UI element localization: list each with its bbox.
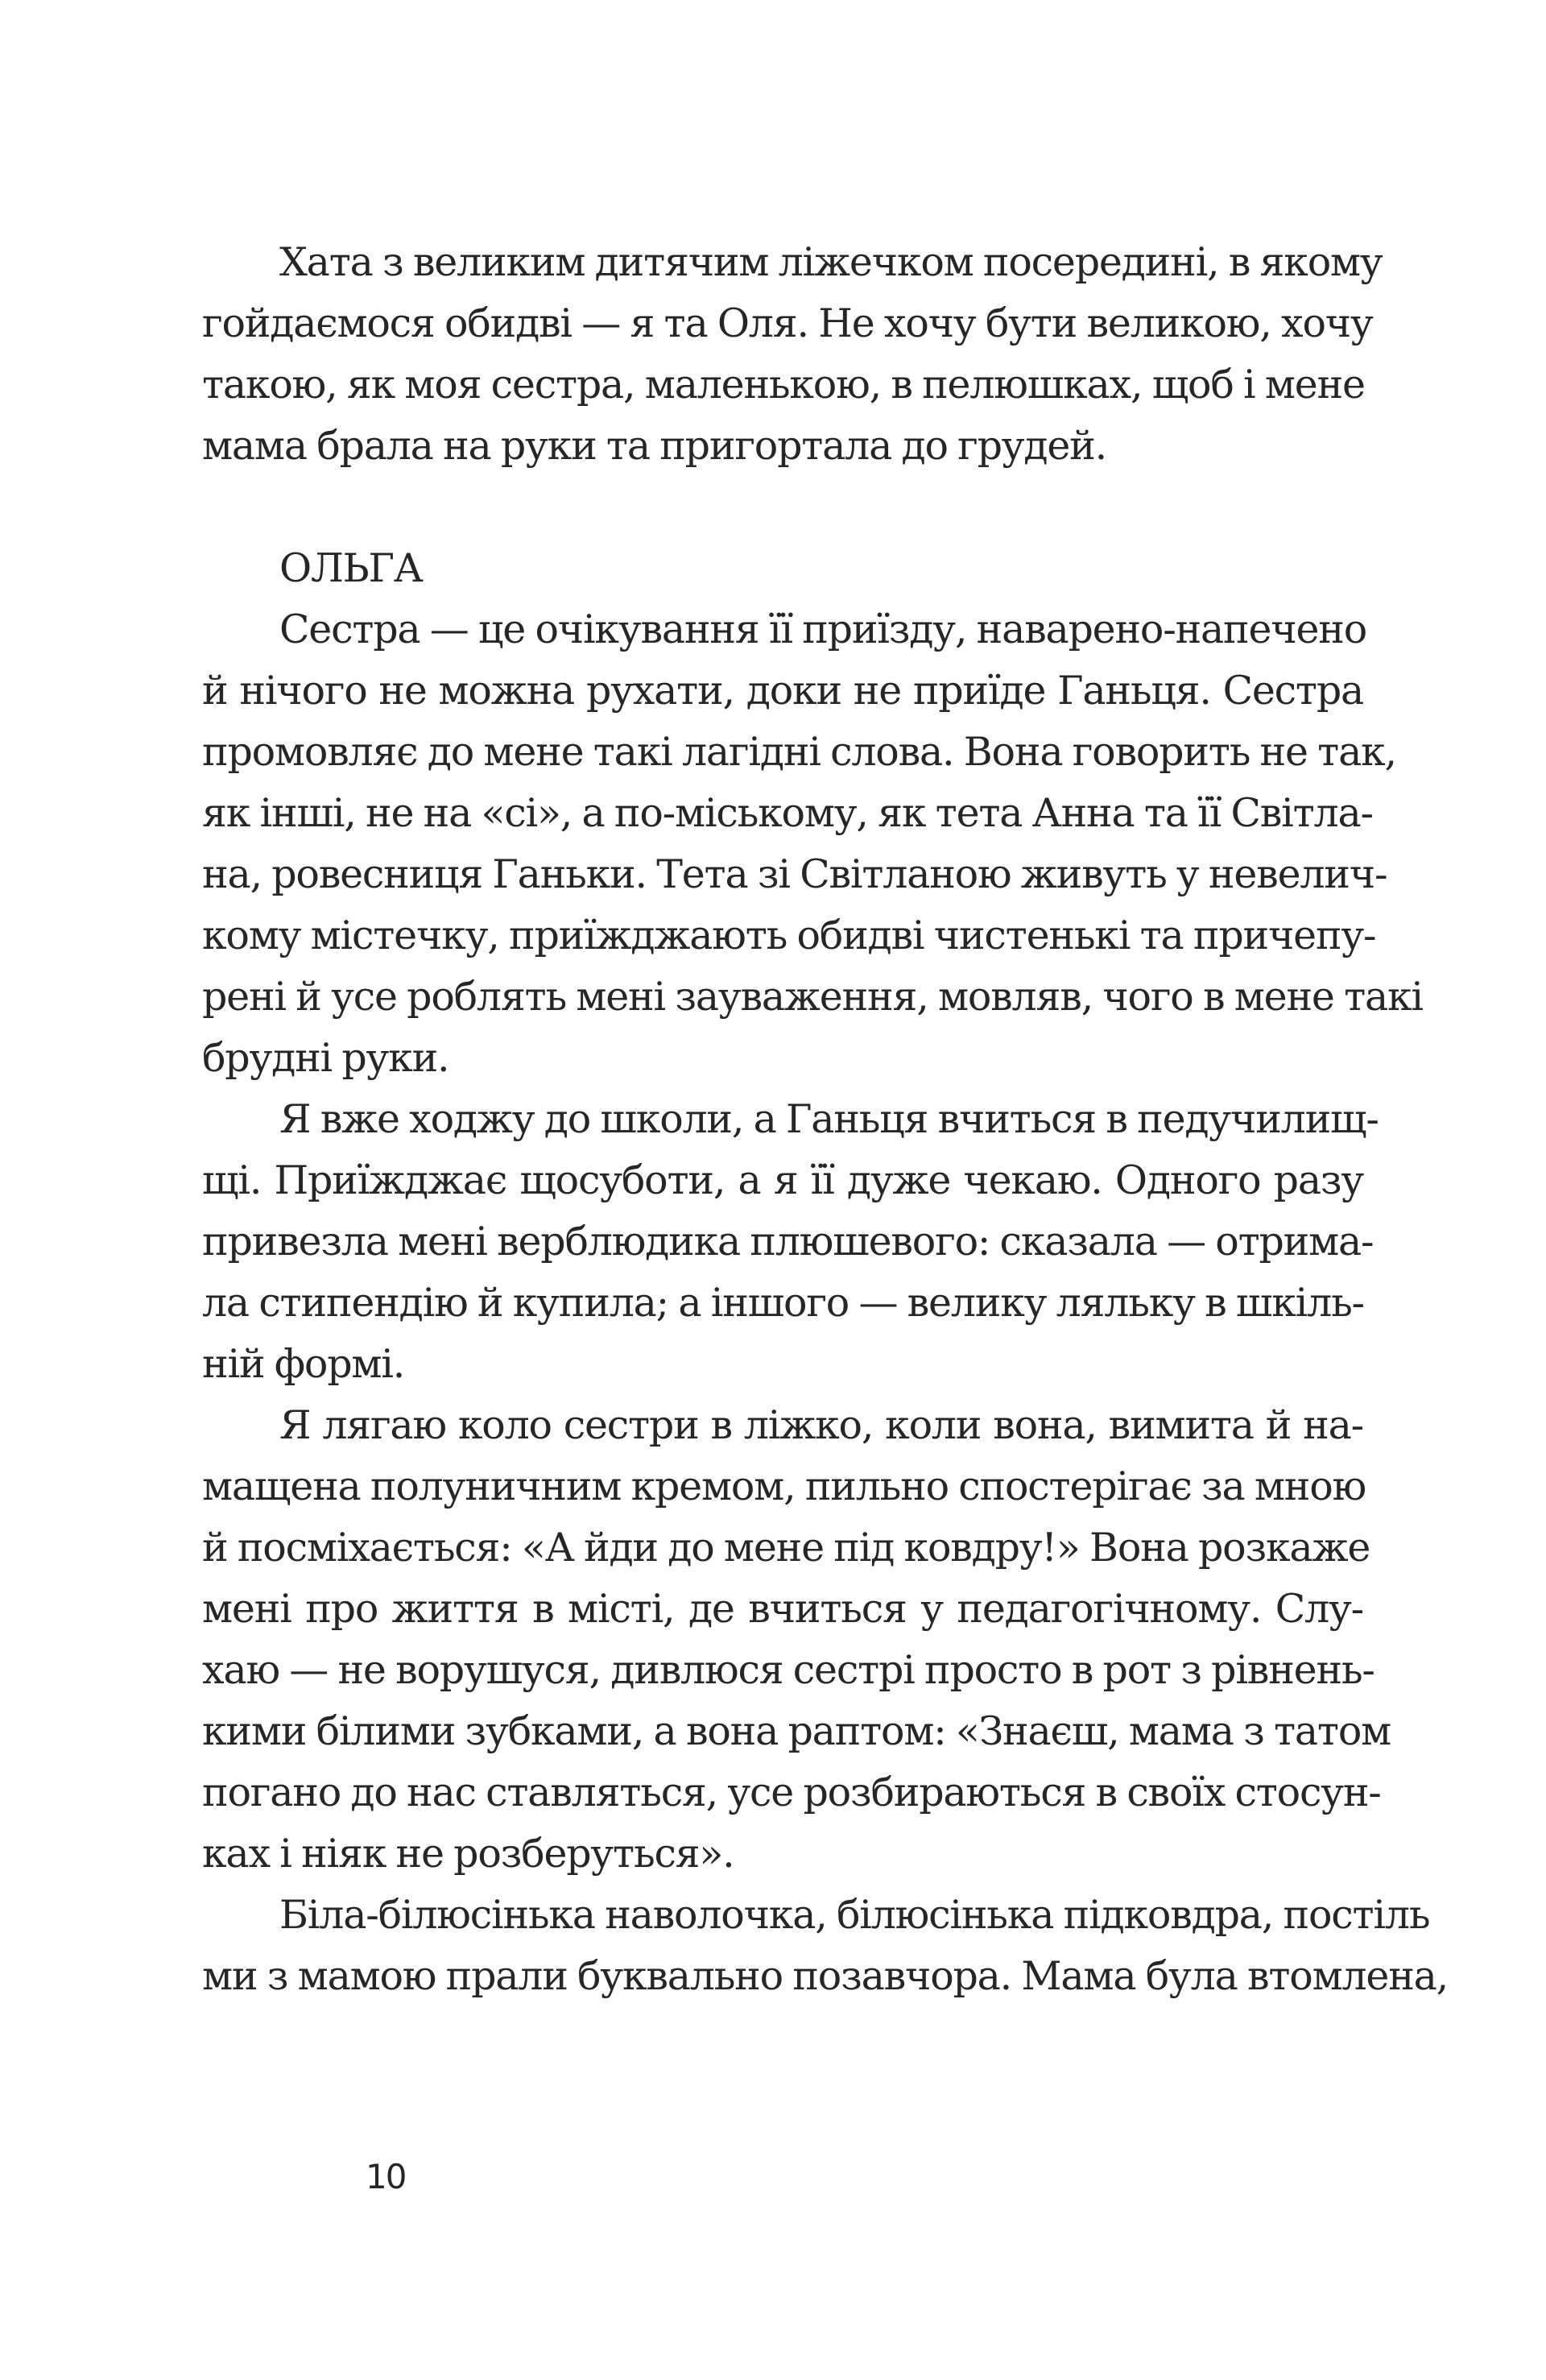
paragraph-line: ла стипендію й купила; а іншого — велику ляльку в шкіль-	[202, 1280, 1364, 1326]
section-heading: ОЛЬГА	[279, 545, 423, 591]
body-text	[202, 232, 1449, 2007]
paragraph-line: ній формі.	[202, 1341, 405, 1387]
paragraph-line: ках і ніяк не розберуться».	[202, 1831, 734, 1877]
page-number: 10	[366, 2157, 406, 2196]
paragraph-line: кому містечку, приїжджають обидві чистенькі та причепу-	[202, 913, 1376, 958]
paragraph-line: й посміхається: «А йди до мене під ковдру!» Вона розкаже	[202, 1525, 1370, 1571]
paragraph-line: кими білими зубками, а вона раптом: «Знаєш, мама з татом	[202, 1708, 1391, 1754]
paragraph-line: щі. Приїжджає щосуботи, а я її дуже чекаю. Одного разу	[202, 1157, 1363, 1203]
paragraph-line: мама брала на руки та пригортала до грудей.	[202, 423, 1107, 469]
paragraph-line: Я лягаю коло сестри в ліжко, коли вона, вимита й на-	[279, 1402, 1363, 1448]
paragraph-line: брудні руки.	[202, 1035, 449, 1081]
paragraph-line: промовляє до мене такі лагідні слова. Вона говорить не так,	[202, 729, 1396, 775]
paragraph-line: мащена полуничним кремом, пильно спостерігає за мною	[202, 1463, 1366, 1509]
paragraph-line: рені й усе роблять мені зауваження, мовляв, чого в мене такі	[202, 974, 1423, 1020]
paragraph-line: ми з мамою прали буквально позавчора. Мама була втомлена,	[202, 1953, 1449, 1999]
paragraph-line: гойдаємося обидві — я та Оля. Не хочу бути великою, хочу	[202, 300, 1373, 346]
paragraph-line: на, ровесниця Ганьки. Тета зі Світланою живуть у невелич-	[202, 851, 1387, 897]
paragraph-line: Хата з великим дитячим ліжечком посередині, в якому	[279, 239, 1383, 285]
section-spacer	[202, 477, 1363, 538]
paragraph-line: Біла-білюсінька наволочка, білюсінька підковдра, постіль	[279, 1892, 1430, 1938]
paragraph-line: такою, як моя сестра, маленькою, в пелюшках, щоб і мене	[202, 362, 1365, 408]
paragraph-line: й нічого не можна рухати, доки не приїде Ганьця. Сестра	[202, 668, 1363, 714]
paragraph-line: Я вже ходжу до школи, а Ганьця вчиться в педучилищ-	[279, 1096, 1379, 1142]
paragraph-line: погано до нас ставляться, усе розбираються в своїх стосун-	[202, 1769, 1381, 1815]
paragraph-line: як інші, не на «сі», а по-міському, як тета Анна та її Світла-	[202, 790, 1373, 836]
paragraph-line: хаю — не ворушуся, дивлюся сестрі просто в рот з рівнень-	[202, 1647, 1374, 1693]
paragraph-line: мені про життя в місті, де вчиться у педагогічному. Слу-	[202, 1586, 1363, 1632]
paragraph-line: привезла мені верблюдика плюшевого: сказала — отрима-	[202, 1219, 1374, 1265]
paragraph-line: Сестра — це очікування її приїзду, наварено-напечено	[279, 606, 1367, 652]
